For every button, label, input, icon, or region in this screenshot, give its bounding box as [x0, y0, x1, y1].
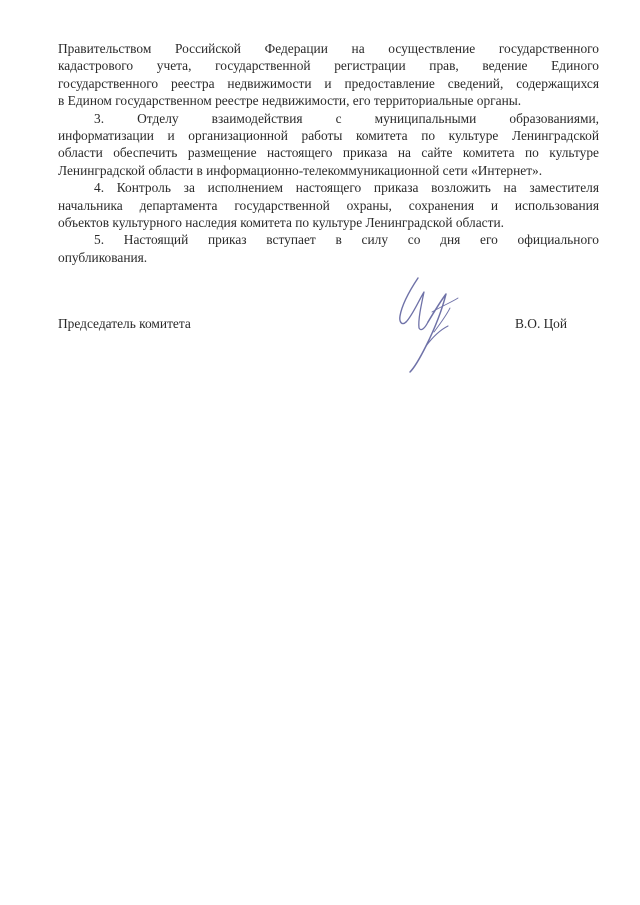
body-line: объектов культурного наследия комитета по культуре Ленинградской области. — [58, 215, 504, 231]
signature-block — [58, 316, 599, 336]
document-body — [58, 40, 599, 266]
paragraph-4-first-line: 4. Контроль за исполнением настоящего приказа возложить на заместителя — [94, 180, 599, 196]
body-line: Правительством Российской Федерации на осуществление государственного — [58, 41, 599, 56]
paragraph-3-first-line: 3. Отделу взаимодействия с муниципальными образованиями, — [94, 110, 599, 126]
body-line: Ленинградской области в информационно-телекоммуникационной сети «Интернет». — [58, 162, 543, 178]
body-line: государственного реестра недвижимости и предоставление сведений, содержащихся — [58, 75, 599, 91]
body-line: области обеспечить размещение настоящего приказа на сайте комитета по культуре — [58, 145, 599, 161]
body-line: начальника департамента государственной охраны, сохранения и использования — [58, 197, 599, 213]
signer-title: Председатель комитета — [58, 316, 191, 331]
body-line: опубликования. — [58, 249, 148, 265]
body-line: кадастрового учета, государственной регистрации прав, ведение Единого — [58, 58, 599, 74]
paragraph-5-first-line: 5. Настоящий приказ вступает в силу со дня его официального — [94, 232, 599, 248]
signer-name: В.О. Цой — [515, 316, 567, 331]
body-line: информатизации и организационной работы комитета по культуре Ленинградской — [58, 128, 599, 144]
body-line: в Едином государственном реестре недвижимости, его территориальные органы. — [58, 93, 522, 109]
